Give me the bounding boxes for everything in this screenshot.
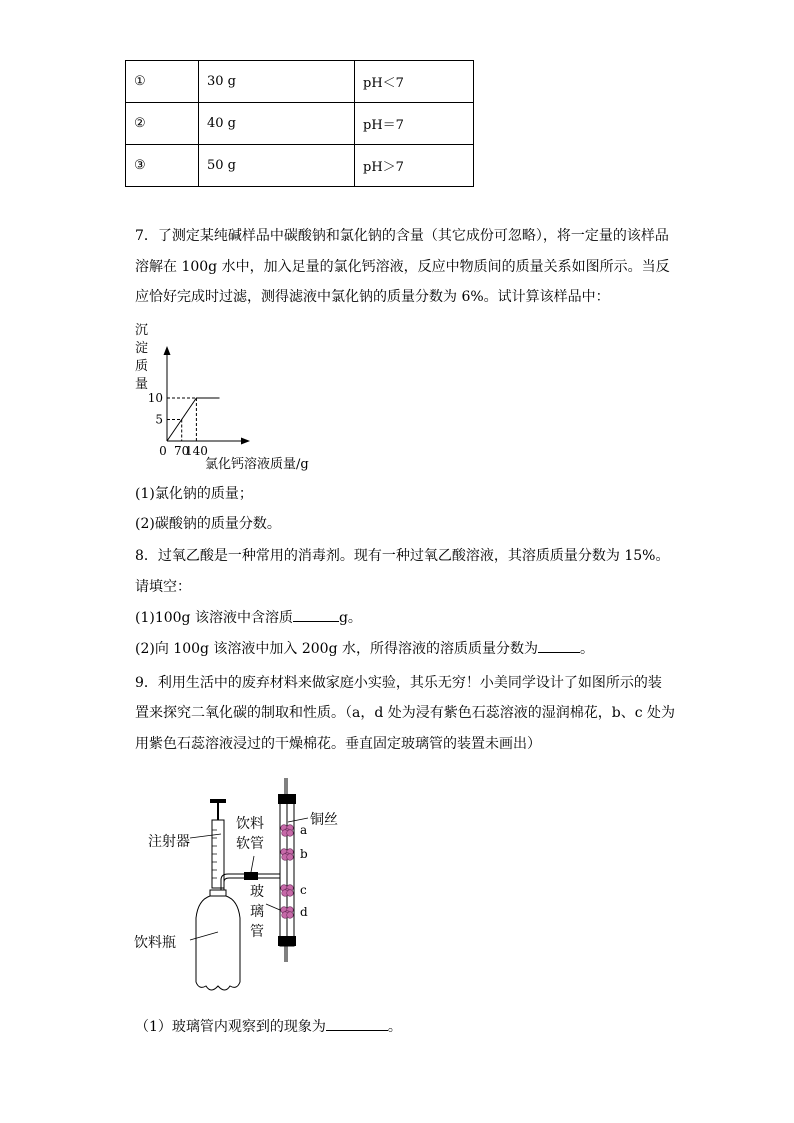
q8-sub-1 [135, 607, 362, 628]
label-syringe: 注射器 [148, 834, 190, 850]
glass-tube-pointer [266, 904, 280, 910]
q9-line-3: 用紫色石蕊溶液浸过的干燥棉花。垂直固定玻璃管的装置未画出） [135, 736, 541, 752]
x-tick-label: 0 [159, 444, 167, 458]
cotton-ball [281, 907, 294, 919]
answer-blank[interactable] [538, 638, 580, 653]
x-axis-arrow [241, 438, 250, 445]
y-tick-label: 5 [155, 412, 163, 427]
cotton-ball [281, 825, 294, 837]
q9-sub-1-end: 。 [387, 1019, 402, 1035]
y-axis-arrow [164, 346, 171, 355]
q9-line-1: 9．利用生活中的废弃材料来做家庭小实验，其乐无穷！小美同学设计了如图所示的装 [135, 675, 662, 691]
y-tick-label: 10 [147, 391, 163, 405]
q8-line-2: 请填空： [135, 579, 191, 595]
cotton-ball [281, 885, 294, 897]
q7-line-1: 7．了测定某纯碱样品中碳酸钠和氯化钠的含量（其它成份可忽略），将一定量的该样品 [135, 228, 669, 244]
table-row [126, 145, 474, 187]
q8-sub-1-unit: g。 [338, 610, 362, 626]
row-ph: pH＝7 [355, 103, 474, 145]
answer-blank[interactable] [326, 1016, 388, 1031]
q7-line-2: 溶解在 100g 水中，加入足量的氯化钙溶液，反应中物质间的质量关系如图所示。当反 [135, 259, 670, 275]
label-d: d [300, 905, 308, 919]
row-ph: pH＜7 [355, 61, 474, 103]
row-mass: 40 g [199, 103, 355, 145]
cotton-ball [281, 849, 294, 861]
q7-sub-2: (2)碳酸钠的质量分数。 [135, 516, 281, 532]
bottle-body [196, 890, 240, 990]
soft-tube-joint [244, 872, 258, 880]
table-row [126, 61, 474, 103]
q9-sub-1 [135, 1016, 402, 1037]
chart-ylabel-char: 淀 [135, 341, 149, 356]
q8-sub-2-text: (2)向 100g 该溶液中加入 200g 水，所得溶液的溶质质量分数为 [135, 641, 538, 657]
q8-sub-1-text: (1)100g 该溶液中含溶质 [135, 610, 293, 626]
q7-sub-1: (1)氯化钠的质量； [135, 486, 253, 502]
ph-table [125, 60, 474, 187]
soft-tube-pointer [251, 856, 254, 872]
chart-ylabel-char: 质 [135, 359, 149, 374]
q7-line-3: 应恰好完成时过滤，测得滤液中氯化钠的质量分数为 6%。试计算该样品中： [135, 289, 610, 305]
q9-sub-1-text: （1）玻璃管内观察到的现象为 [135, 1019, 326, 1035]
row-mass: 30 g [199, 61, 355, 103]
row-index: ② [126, 103, 199, 145]
row-index: ① [126, 61, 199, 103]
q8-line-1: 8．过氧乙酸是一种常用的消毒剂。现有一种过氧乙酸溶液，其溶质质量分数为 15%。 [135, 548, 670, 564]
label-soft-tube-2: 软管 [236, 836, 264, 852]
co2-apparatus-diagram [130, 772, 380, 1002]
x-tick-label: 140 [184, 444, 208, 458]
chart-ylabel-char: 沉 [135, 323, 149, 338]
chart-xlabel: 氯化钙溶液质量/g [205, 457, 309, 472]
answer-blank[interactable] [293, 607, 339, 622]
label-glass-1: 玻 [250, 884, 264, 900]
label-glass-3: 管 [250, 924, 264, 940]
precipitate-chart [125, 318, 345, 478]
label-soft-tube-1: 饮料 [236, 816, 264, 832]
row-mass: 50 g [199, 145, 355, 187]
label-bottle: 饮料瓶 [134, 935, 176, 951]
q9-line-2: 置来探究二氧化碳的制取和性质。（a，d 处为浸有紫色石蕊溶液的湿润棉花，b、c 处为 [135, 705, 676, 721]
x-tick-label: 70 [174, 444, 190, 458]
q8-sub-2 [135, 638, 594, 659]
syringe-plunger-top [210, 799, 226, 803]
row-ph: pH＞7 [355, 145, 474, 187]
label-copper: 铜丝 [310, 812, 338, 828]
label-b: b [300, 847, 308, 861]
table-row [126, 103, 474, 145]
q8-sub-2-end: 。 [580, 641, 594, 657]
row-index: ③ [126, 145, 199, 187]
label-glass-2: 璃 [250, 904, 264, 920]
chart-ylabel [135, 323, 148, 392]
label-c: c [300, 883, 307, 897]
chart-ylabel-char: 量 [135, 377, 149, 392]
label-a: a [300, 823, 308, 837]
